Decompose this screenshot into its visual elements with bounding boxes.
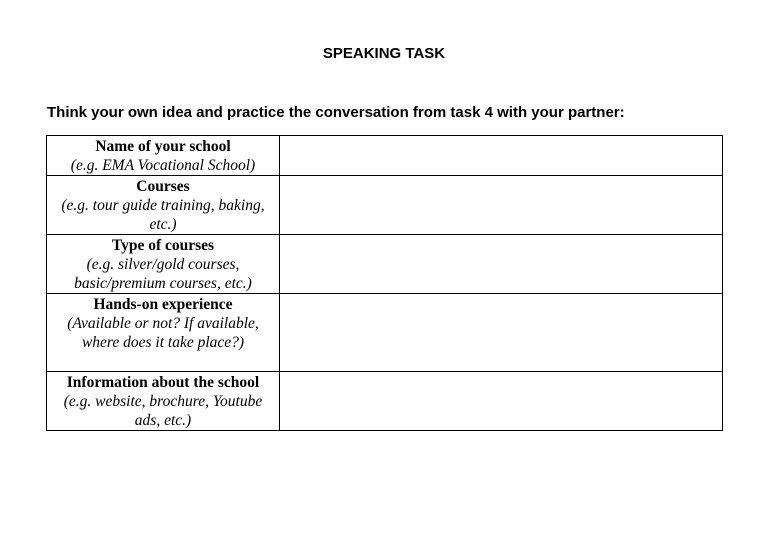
table-row <box>47 294 723 372</box>
row-example: (Available or not? If available, where does it take place?) <box>67 315 259 351</box>
row-label-cell <box>47 176 280 235</box>
row-label-cell <box>47 235 280 294</box>
row-label-cell <box>47 136 280 176</box>
instruction-text: Think your own idea and practice the conversation from task 4 with your partner: <box>47 104 625 121</box>
row-example: (e.g. silver/gold courses, basic/premium courses, etc.) <box>74 256 252 292</box>
answer-cell[interactable] <box>280 176 723 235</box>
row-label: Type of courses <box>111 237 215 254</box>
answer-cell[interactable] <box>280 372 723 431</box>
answer-cell[interactable] <box>280 294 723 372</box>
table-row <box>47 235 723 294</box>
row-label: Information about the school <box>66 374 260 391</box>
answer-cell[interactable] <box>280 235 723 294</box>
table-row <box>47 136 723 176</box>
row-example: (e.g. EMA Vocational School) <box>70 157 256 174</box>
table-row <box>47 176 723 235</box>
row-label: Courses <box>136 178 190 195</box>
row-label: Name of your school <box>95 138 231 155</box>
answer-cell[interactable] <box>280 136 723 176</box>
row-label-cell <box>47 294 280 372</box>
table-row <box>47 372 723 431</box>
row-example: (e.g. tour guide training, baking, etc.) <box>61 197 265 233</box>
row-label: Hands-on experience <box>93 296 233 313</box>
speaking-task-table <box>46 135 723 431</box>
page-title: SPEAKING TASK <box>322 45 446 62</box>
row-example: (e.g. website, brochure, Youtube ads, etc.) <box>63 393 263 429</box>
row-label-cell <box>47 372 280 431</box>
